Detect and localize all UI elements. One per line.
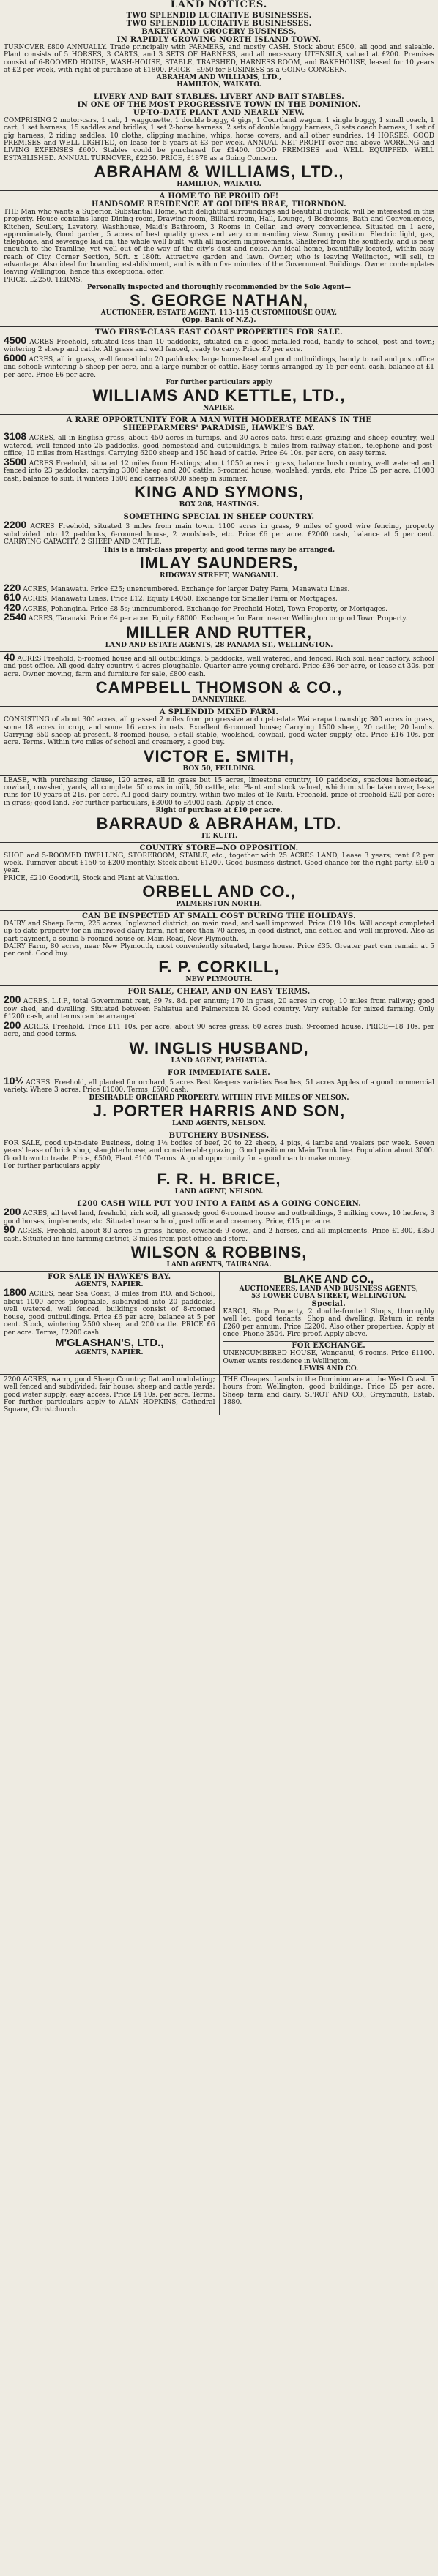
agent-name: F. P. CORKILL,: [158, 958, 280, 977]
ad-body: TURNOVER £800 ANNUALLY. Trade principally with FARMERS, and mostly CASH. Stock about £500, all good and saleable. Plant consists of 5 HORSES, 3 CARTS, and 3 SETS OF HARNESS, and all necessary UTENSILS, valued at £200. Premises consist of 6-ROOMED HOUSE, WASH-HOUSE, STABLE, TRAPSHED, HARNESS ROOM, and BAKEHOUSE, leased for 10 years at £2 per week, with right of purchase at £1800. PRICE—£950 for BUSINESS as a GOING CONCERN.: [4, 44, 434, 74]
ad-heading: IN RAPIDLY GROWING NORTH ISLAND TOWN.: [116, 36, 322, 44]
agent-name: IMLAY SAUNDERS,: [139, 553, 299, 572]
ad-note: Right of purchase at £10 per acre.: [155, 806, 283, 814]
ad-heading: LIVERY AND BAIT STABLES. LIVERY AND BAIT STABLES.: [94, 93, 344, 102]
row-text: ACRES, Manawatu. Price £25; unencumbered. Exchange for larger Dairy Farm, Manawatu Lines.: [23, 585, 350, 593]
ad-row: [4, 1018, 434, 1039]
advertisements: [0, 10, 438, 1272]
row-text: ACRES. Freehold, all planted for orchard, 5 acres Best Keepers varieties Peaches, 51 acres Apples of a good commercial variety. Where 3 acres. Price £1000. Terms, £500 cash.: [4, 1078, 434, 1094]
agent-address: HAMILTON, WAIKATO.: [177, 180, 261, 188]
ad-body: COMPRISING 2 motor-cars, 1 cab, 1 waggonette, 1 double buggy, 4 gigs, 1 Courtland wagon, 1 single buggy, 1 small coach, 1 cart, 1 set harness, 15 saddles and bridles, 1 set 2-horse harness, 2 sets of double buggy harness, 3 sets coach harness, 1 set of gig harness, 2 riding saddles, 10 cloths, clipping machine, whips, horse covers, and all other sundries. 14 HORSES. GOOD PREMISES and WELL LIGHTED, on lease for 5 years at £3 per week. ANNUAL NET PROFIT over and above WORKING and LIVING EXPENSES £600. Stables could be purchased for £1400. GOOD PREMISES and WELL EQUIPPED. WELL ESTABLISHED. ANNUAL TURNOVER, £2250. PRICE, £1878 as a Going Concern.: [4, 117, 434, 162]
ad-heading: FOR SALE IN HAWKE'S BAY.: [48, 1273, 171, 1282]
agent-address: AGENTS, NAPIER.: [75, 1349, 144, 1357]
advertisement: [0, 191, 438, 327]
acreage: 3500: [4, 455, 27, 467]
advertisement: [0, 843, 438, 911]
ad-body: LEASE, with purchasing clause, 120 acres, all in grass but 15 acres, limestone country, 10 paddocks, spacious homestead, cowbail, cowshed, yards, all complete. 50 cows in milk, 50 cattle, etc. Plant and stock valued, which must be taken over, lease runs for 10 years at 21s. per acre. All good dairy country, within two miles of Te Kuiti. Freehold, price of freehold £20 per acre; in grass; good land. For further particulars, £3000 to £4000 cash. Apply at once.: [4, 776, 434, 807]
acreage: 1800: [4, 1286, 27, 1299]
ad-heading: FOR SALE, CHEAP, AND ON EASY TERMS.: [127, 988, 311, 996]
acreage: 2200: [4, 519, 27, 531]
ad-body: FOR SALE, good up-to-date Business, doing 1½ bodies of beef, 20 to 22 sheep, 4 pigs, 4 lambs and vealers per week. Seven years' lease of brick shop, slaughterhouse, and considerable grazing. Good position on Main Trunk line. Population about 3000. Good town to trade. Price, £500, Plant £100. Terms. A good opportunity for a good man to make money. For further particulars apply: [4, 1139, 434, 1170]
ad-row: [4, 996, 434, 1021]
agent-name: BARRAUD & ABRAHAM, LTD.: [96, 814, 342, 833]
row-text: ACRES Freehold, 5-roomed house and all outbuildings, 5 paddocks, well watered, and fenced. Rich soil, near factory, school and post office. All good dairy country. 4 acres ploughable. Quarter-acre young orchard. Price £36 per acre, or lease at 30s. per acre. Owner moving, farm and furniture for sale, £800 cash.: [4, 655, 434, 678]
blake-ad: [219, 1272, 438, 1374]
ad-row: [4, 613, 434, 623]
agent-name: F. R. H. BRICE,: [157, 1170, 281, 1189]
row-text: ACRES, Freehold. Price £11 10s. per acre; about 90 acres grass; 60 acres bush; 9-roomed house. PRICE—£8 10s. per acre, and good terms.: [4, 1023, 434, 1039]
acreage: 4500: [4, 334, 27, 346]
agent-address: RIDGWAY STREET, WANGANUI.: [159, 571, 278, 579]
acreage: 10½: [4, 1074, 24, 1086]
advertisement: [0, 511, 438, 582]
agent-name: WILSON & ROBBINS,: [130, 1243, 308, 1262]
ad-heading: TWO SPLENDID LUCRATIVE BUSINESSES.: [126, 20, 312, 28]
ad-heading: HANDSOME RESIDENCE AT GOLDIE'S BRAE, THORNDON.: [92, 200, 346, 209]
ad-row: [4, 432, 434, 458]
acreage: 6000: [4, 351, 27, 364]
bottom-columns: [0, 1272, 438, 1375]
agent-address: BOX 50, FEILDING.: [182, 765, 256, 773]
row-text: ACRES, all level land, freehold, rich soil, all grassed; good 6-roomed house and outbuildings, 3 milking cows, 10 heifers, 3 good horses, implements, etc. Situated near school, post office and creamery. Price, £15 per acre.: [4, 1210, 434, 1225]
agent-name: ORBELL AND CO.,: [142, 882, 296, 901]
ad-subheading: AGENTS, NAPIER.: [75, 1281, 144, 1289]
ad-note: Personally inspected and thoroughly recommended by the Sole Agent—: [86, 283, 352, 291]
advertisement: [0, 1130, 438, 1198]
ad-heading: TWO FIRST-CLASS EAST COAST PROPERTIES FOR SALE.: [95, 328, 343, 337]
hawkes-bay-ad: [0, 1272, 219, 1374]
acreage: 420: [4, 601, 21, 613]
advertisement: [0, 10, 438, 91]
ad-heading: SOMETHING SPECIAL IN SHEEP COUNTRY.: [123, 513, 315, 522]
agent-name: M'GLASHAN'S, LTD.,: [54, 1337, 164, 1350]
agent-address: LAND AGENT, PAHIATUA.: [171, 1056, 267, 1064]
ad-row: [4, 601, 434, 614]
agent-name: J. PORTER HARRIS AND SON,: [92, 1101, 346, 1120]
ad-row: [4, 653, 434, 679]
ad-row: [4, 1288, 215, 1337]
advertisement: [0, 1067, 438, 1130]
ad-row: [4, 334, 434, 354]
ad-body: SHOP and 5-ROOMED DWELLING, STOREROOM, STABLE, etc., together with 25 ACRES LAND, Lease 3 years; rent £2 per week. Turnover about £150 to £200 monthly. Stock about £1200. Good business district. Good chance for the right party. £90 a year. PRICE, £210 Goodwill, Stock and Plant at Valuation.: [4, 852, 434, 882]
acreage: 3108: [4, 430, 27, 443]
agent-address: TE KUITI.: [200, 832, 238, 840]
ad-note: For further particulars apply: [166, 379, 272, 387]
ad-row: [4, 351, 434, 380]
sprot-ad: THE Cheapest Lands in the Dominion are at the West Coast. 5 hours from Wellington, good buildings. Price £5 per acre. Sheep farm and dairy. SPROT AND CO., Greymouth, Estab. 1880.: [219, 1375, 438, 1415]
ad-row: [4, 593, 434, 604]
agent-address: LAND AGENTS, NELSON.: [172, 1119, 266, 1127]
ad-heading: £200 CASH WILL PUT YOU INTO A FARM AS A GOING CONCERN.: [76, 1200, 362, 1209]
agent-name: WILLIAMS AND KETTLE, LTD.,: [92, 386, 346, 405]
advertisement: [0, 707, 438, 775]
ad-row: [4, 455, 434, 484]
agent-address: DANNEVIRKE.: [191, 696, 247, 705]
advertisement: [0, 986, 438, 1067]
masthead: LAND NOTICES.: [170, 0, 268, 10]
row-text: ACRES Freehold, situated less than 10 paddocks, situated on a good metalled road, handy to school, post and town; wintering 2 sheep and cattle. All grass and well fenced, ready to carry. Price £7 per acre.: [4, 338, 434, 354]
row-text: ACRES. Freehold, about 80 acres in grass, house, cowshed; 9 cows, and 2 horses, and all implements. Price £1300, £350 cash. Situated in fine farming district, 3 miles from post office and store.: [4, 1228, 434, 1243]
ad-heading: A RARE OPPORTUNITY FOR A MAN WITH MODERATE MEANS IN THE: [66, 416, 372, 425]
acreage: 220: [4, 582, 21, 593]
ad-row: [4, 1074, 434, 1094]
agent-address: LAND AGENT, NELSON.: [174, 1188, 264, 1196]
acreage: 200: [4, 994, 21, 1006]
acreage: 610: [4, 591, 21, 604]
ad-heading: COUNTRY STORE—NO OPPOSITION.: [139, 844, 299, 852]
agent-name: W. INGLIS HUSBAND,: [129, 1038, 309, 1057]
agent-address: PALMERSTON NORTH.: [176, 901, 262, 908]
advertisement: [0, 1198, 438, 1272]
advertisement: [0, 91, 438, 191]
agent-address: BOX 208, HASTINGS.: [179, 501, 259, 509]
agent-name: BLAKE AND CO.,: [283, 1273, 374, 1286]
agent-name: KING AND SYMONS,: [134, 483, 304, 502]
exchange-body: UNENCUMBERED HOUSE, Wanganui, 6 rooms. Price £1100. Owner wants residence in Wellington.: [223, 1350, 434, 1365]
ad-body: THE Man who wants a Superior, Substantial Home, with delightful surroundings and beautiful outlook, will be interested in this property. House contains large Dining-room, Drawing-room, Billiard-room, Hall, Lounge, 4 Bedrooms, Bath and Conveniences, Kitchen, Scullery, Lavatory, Washhouse, Maid's Bathroom, 3 Rooms in Cellar, and every convenience. Situated on 1 acre, approximately, Good garden, 5 acres of best quality grass and very commanding view. Sunny position. Electric light, gas, telephone, and sewerage laid on, the whole well built, with all modern improvements. Sheltered from the southerly, and is near enough to the Tramline, yet well out of the way of the city's dust and noise. An ideal home, beautifully located, within easy reach of City. Corner Section, 50ft. x 180ft. Attractive garden and lawn. Owner, who is leaving Wellington, will sell, to advantage. Also ideal for boarding establishment, and is within five minutes of the Government Buildings. Owner contemplates leaving Wellington, hence this exceptional offer. PRICE, £2250. TERMS.: [4, 208, 434, 284]
ad-heading: UP-TO-DATE PLANT AND NEARLY NEW.: [133, 109, 305, 118]
row-text: ACRES, L.I.P., total Government rent, £9 7s. 8d. per annum; 170 in grass, 20 acres in crop; 10 miles from railway; good cow shed, and dwelling. Situated between Pahiatua and Palmerston N. Good country. Very suitable for mixed farming. Only £1200 cash, and terms can be arranged.: [4, 998, 434, 1021]
ad-note: DESIRABLE ORCHARD PROPERTY, WITHIN FIVE MILES OF NELSON.: [89, 1094, 349, 1102]
agent-name: CAMPBELL THOMSON & CO.,: [95, 678, 343, 697]
exchange-heading: FOR EXCHANGE.: [223, 1341, 435, 1350]
ad-row: [4, 521, 434, 547]
ad-body: DAIRY and Sheep Farm, 225 acres, Inglewood district, on main road, and well improved. Price £19 10s. Will accept completed up-to-date property for an improved dairy farm, not more than 70 acres, in good district, and settled and well improved. Also as part payment, a sound 5-roomed house on Main Road, New Plymouth. DAIRY Farm, 80 acres, near New Plymouth, most conveniently situated, large house. Price £35. Greater part can remain at 5 per cent. Good buy.: [4, 920, 434, 958]
row-text: ACRES Freehold, situated 3 miles from main town. 1100 acres in grass, 9 miles of good wire fencing, property subdivided into 12 paddocks, 6-roomed house, 2 woolsheds, etc. Price £6 per acre. £2000 cash, balance at 5 per cent. CARRYING CAPACITY, 2 SHEEP AND CATTLE.: [4, 523, 434, 547]
ad-heading: BUTCHERY BUSINESS.: [168, 1131, 270, 1140]
agent-name: S. GEORGE NATHAN,: [130, 290, 308, 309]
ad-row: [4, 1225, 434, 1243]
ad-heading: IN ONE OF THE MOST PROGRESSIVE TOWN IN THE DOMINION.: [77, 101, 361, 110]
advertisement: [0, 776, 438, 843]
agent-address: LAND AND ESTATE AGENTS, 28 PANAMA ST., WELLINGTON.: [105, 641, 333, 649]
agent-address: ABRAHAM AND WILLIAMS, LTD., HAMILTON, WAIKATO.: [156, 74, 282, 89]
hopkins-ad: 2200 ACRES, warm, good Sheep Country; flat and undulating; well fenced and subdivided; fair house; sheep and cattle yards; good water supply; easy access. Price £4 10s. per acre. Terms. For further particulars apply to ALAN HOPKINS, Cathedral Square, Christchurch.: [4, 1375, 215, 1414]
ad-heading: SHEEPFARMERS' PARADISE, HAWKE'S BAY.: [122, 424, 316, 433]
ad-note: This is a first-class property, and good terms may be arranged.: [103, 546, 335, 554]
acreage: 40: [4, 651, 15, 663]
exchange-agent: LEWIS AND CO.: [299, 1364, 359, 1373]
agent-address: LAND AGENTS, TAURANGA.: [166, 1261, 272, 1269]
ad-heading: FOR IMMEDIATE SALE.: [168, 1068, 270, 1077]
agent-address: AUCTIONEERS, LAND AND BUSINESS AGENTS, 53 LOWER CUBA STREET, WELLINGTON.: [239, 1285, 418, 1301]
row-text: ACRES, all in grass, well fenced into 20 paddocks; large homestead and good outbuildings, handy to rail and post office and school; wintering 5 sheep per acre, and a large number of cattle. Easy terms arranged by 15 per cent. cash, balance at £1 per acre. Price £6 per acre.: [4, 356, 434, 379]
advertisement: [0, 582, 438, 652]
agent-address: AUCTIONEER, ESTATE AGENT, 113-115 CUSTOMHOUSE QUAY, (Opp. Bank of N.Z.).: [100, 309, 338, 324]
advertisement: [0, 911, 438, 986]
ad-body: KAROI, Shop Property, 2 double-fronted Shops, thoroughly well let, good tenants; Shop and dwelling. Return in rents £260 per annum. Price £2200. Also other properties. Apply at once. Phone 2504. Fire-proof. Apply above.: [223, 1308, 434, 1339]
row-text: ACRES, Pohangina. Price £8 5s; unencumbered. Exchange for Freehold Hotel, Town Property, or Mortgages.: [23, 605, 387, 613]
ad-body: CONSISTING of about 300 acres, all grassed 2 miles from progressive and up-to-date Wairarapa township; 300 acres in grass, some 18 acres in crop, and some 16 acres in oats. Excellent 6-roomed house; Carrying 1500 sheep, 20 cattle; 20 lambs. Carrying 650 sheep at present. 8-roomed house, 5-stall stable, woolshed, cowbail, good water supply, etc. Price £16 10s. per acre. Terms. Within two miles of school and creamery, a good buy.: [4, 716, 434, 747]
advertisement: [0, 327, 438, 416]
ad-heading: TWO SPLENDID LUCRATIVE BUSINESSES.: [126, 12, 312, 20]
ad-heading: A HOME TO BE PROUD OF!: [159, 192, 279, 200]
ad-heading: Special.: [311, 1300, 346, 1309]
row-text: ACRES, near Sea Coast, 3 miles from P.O. and School, about 1000 acres ploughable, subdivided into 20 paddocks, well watered, well fenced, buildings consist of 8-roomed house, good outbuildings. Price £6 per acre, balance at 5 per cent. Stock, wintering 2500 sheep and 200 cattle. PRICE £6 per acre. Terms, £2200 cash.: [4, 1291, 215, 1337]
ad-row: [4, 1208, 434, 1225]
ad-heading: BAKERY AND GROCERY BUSINESS,: [141, 28, 297, 36]
acreage: 2540: [4, 611, 27, 623]
ad-heading: CAN BE INSPECTED AT SMALL COST DURING THE HOLIDAYS.: [82, 912, 356, 920]
row-text: ACRES, all in English grass, about 450 acres in turnips, and 30 acres oats, first-class grazing and sheep country, well watered, well fenced into 25 paddocks, good homestead and outbuildings, 5 miles from railway station, telephone and post-office; 10 miles from Hastings. Carrying 6200 sheep and 150 head of cattle. Price £4 10s. per acre, on easy terms.: [4, 435, 434, 458]
last-columns: [0, 1375, 438, 1415]
agent-name: MILLER AND RUTTER,: [125, 623, 313, 642]
advertisement: [0, 652, 438, 707]
acreage: 90: [4, 1223, 15, 1236]
row-text: ACRES, Taranaki. Price £4 per acre. Equity £8000. Exchange for Farm nearer Wellington or good Town Property.: [29, 615, 408, 623]
acreage: 200: [4, 1018, 21, 1031]
row-text: ACRES Freehold, situated 12 miles from Hastings; about 1050 acres in grass, balance bush country, well watered and fenced into 23 paddocks; carrying 3000 sheep and 200 cattle; 6-roomed house, woolshed, yards, etc. Price £5 per acre. £1000 cash, balance to suit. It winters 1600 and carries 6000 sheep in summer.: [4, 459, 434, 483]
agent-address: NEW PLYMOUTH.: [185, 976, 253, 984]
agent-name: ABRAHAM & WILLIAMS, LTD.,: [94, 162, 344, 181]
agent-name: VICTOR E. SMITH,: [143, 746, 295, 765]
acreage: 200: [4, 1206, 21, 1218]
agent-address: NAPIER.: [203, 405, 235, 413]
ad-row: [4, 584, 434, 594]
advertisement: [0, 415, 438, 511]
row-text: ACRES, Manawatu Lines. Price £12; Equity £4050. Exchange for Smaller Farm or Mortgages.: [23, 596, 338, 604]
ad-heading: A SPLENDID MIXED FARM.: [159, 708, 279, 717]
